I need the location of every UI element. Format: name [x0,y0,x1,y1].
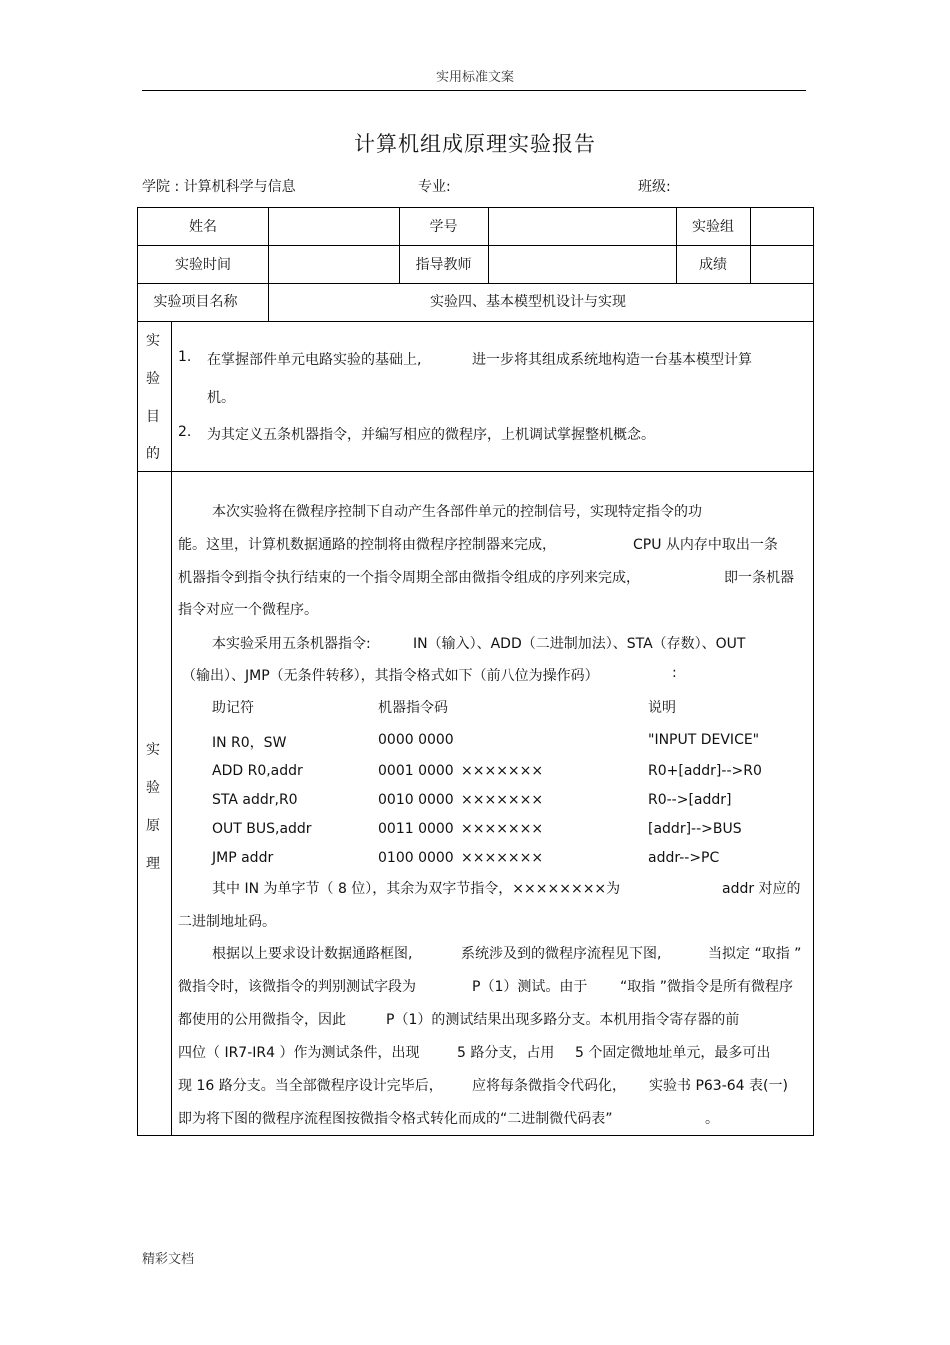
student-id-label: 学号 [429,219,458,235]
purpose-line-1b: 进一步将其组成系统地构造一台基本模型计算 [472,352,752,368]
principle-p7a: 其中 IN 为单字节（ 8 位），其余为双字节指令，××××××××为 [212,881,621,897]
col-divider [488,208,489,283]
instr-addr-x: ××××××× [461,763,544,779]
principle-p13a: 现 16 路分支。当全部微程序设计完毕后， [178,1078,443,1094]
name-label: 姓名 [189,219,217,235]
instr-code: 0100 0000 [378,850,454,866]
purpose-line-1a: 在掌握部件单元电路实验的基础上, [207,352,422,368]
class-label: 班级: [638,179,671,195]
principle-char: 原 [146,818,160,834]
principle-p11a: 都使用的公用微指令，因此 [178,1012,346,1028]
purpose-char: 目 [146,409,160,425]
principle-p2a: 能。这里，计算机数据通路的控制将由微程序控制器来完成， [178,537,556,553]
principle-p2b: CPU 从内存中取出一条 [633,537,778,553]
instr-code: 0010 0000 [378,792,454,808]
principle-p6: （输出）、JMP（无条件转移），其指令格式如下（前八位为操作码） [182,668,599,684]
project-label: 实验项目名称 [153,294,238,310]
principle-p3b: 即一条机器 [724,570,794,586]
row-divider [138,321,813,322]
report-table [137,207,814,1136]
row-divider [138,471,813,472]
row-divider [138,283,813,284]
instr-addr-x: ××××××× [461,792,544,808]
principle-p10c: “取指 ”微指令是所有微程序 [620,979,793,995]
principle-p9b: 系统涉及到的微程序流程见下图, [461,946,662,962]
purpose-num-1: 1. [178,349,192,365]
instr-code: 0001 0000 [378,763,454,779]
principle-p12a: 四位（ IR7-IR4 ）作为测试条件，出现 [178,1045,420,1061]
purpose-num-2: 2. [178,424,192,440]
principle-p12b: 5 路分支，占用 [457,1045,555,1061]
page-footer: 精彩文档 [142,1252,195,1267]
instr-addr-x: ××××××× [461,850,544,866]
purpose-char: 验 [146,371,160,387]
principle-char: 验 [146,780,160,796]
principle-p12c: 5 个固定微地址单元，最多可出 [575,1045,771,1061]
instr-mnemonic: ADD R0,addr [212,763,303,779]
page-header: 实用标准文案 [435,70,514,85]
principle-char: 实 [146,742,160,758]
instr-code: 0011 0000 [378,821,454,837]
principle-p1: 本次实验将在微程序控制下自动产生各部件单元的控制信号，实现特定指令的功 [212,504,702,520]
group-label: 实验组 [692,219,734,235]
col-code-header: 机器指令码 [378,700,448,716]
principle-char: 理 [146,856,160,872]
major-label: 专业: [418,179,451,195]
header-divider [142,90,806,91]
instr-mnemonic: STA addr,R0 [212,792,298,808]
instr-code: 0000 0000 [378,732,454,748]
principle-p13b: 应将每条微指令代码化， [472,1078,626,1094]
instr-desc: R0+[addr]-->R0 [648,763,762,779]
report-title: 计算机组成原理实验报告 [354,132,596,156]
principle-p9a: 根据以上要求设计数据通路框图, [212,946,413,962]
purpose-line-3: 为其定义五条机器指令，并编写相应的微程序，上机调试掌握整机概念。 [207,427,655,443]
college-label: 学院 : 计算机科学与信息 [142,179,296,195]
instr-desc: [addr]-->BUS [648,821,742,837]
principle-p3a: 机器指令到指令执行结束的一个指令周期全部由微指令组成的序列来完成， [178,570,640,586]
instr-desc: addr-->PC [648,850,720,866]
principle-p5a: 本实验采用五条机器指令: [212,636,371,652]
col-divider [750,208,751,283]
time-label: 实验时间 [175,257,231,273]
score-label: 成绩 [699,257,727,273]
row-divider [138,245,813,246]
instr-mnemonic: IN R0，SW [212,735,287,751]
principle-p13c: 实验书 P63-64 表(一) [649,1078,788,1094]
principle-p10b: P（1）测试。由于 [472,979,588,995]
principle-p8: 二进制地址码。 [178,914,276,930]
principle-p7b: addr 对应的 [722,881,801,897]
purpose-char: 的 [146,446,160,462]
instr-mnemonic: OUT BUS,addr [212,821,312,837]
col-desc-header: 说明 [648,700,676,716]
principle-p14b: 。 [705,1111,719,1127]
instr-addr-x: ××××××× [461,821,544,837]
col-divider [268,208,269,283]
principle-p9c: 当拟定 “取指 ” [708,946,802,962]
instr-desc: "INPUT DEVICE" [648,732,760,748]
project-value: 实验四、基本模型机设计与实现 [430,294,626,310]
col-mnemonic-header: 助记符 [212,700,254,716]
principle-p4: 指令对应一个微程序。 [178,602,318,618]
purpose-line-2: 机。 [207,390,235,406]
instr-desc: R0-->[addr] [648,792,732,808]
principle-p6-colon: : [672,665,677,681]
purpose-char: 实 [146,333,160,349]
teacher-label: 指导教师 [415,257,472,273]
principle-p14a: 即为将下图的微程序流程图按微指令格式转化而成的“二进制微代码表” [178,1111,613,1127]
principle-p5b: IN（输入）、ADD（二进制加法）、STA（存数）、OUT [413,636,746,652]
col-divider [171,321,172,1135]
principle-p10a: 微指令时，该微指令的判别测试字段为 [178,979,416,995]
principle-p11b: P（1）的测试结果出现多路分支。本机用指令寄存器的前 [386,1012,740,1028]
instr-mnemonic: JMP addr [212,850,274,866]
